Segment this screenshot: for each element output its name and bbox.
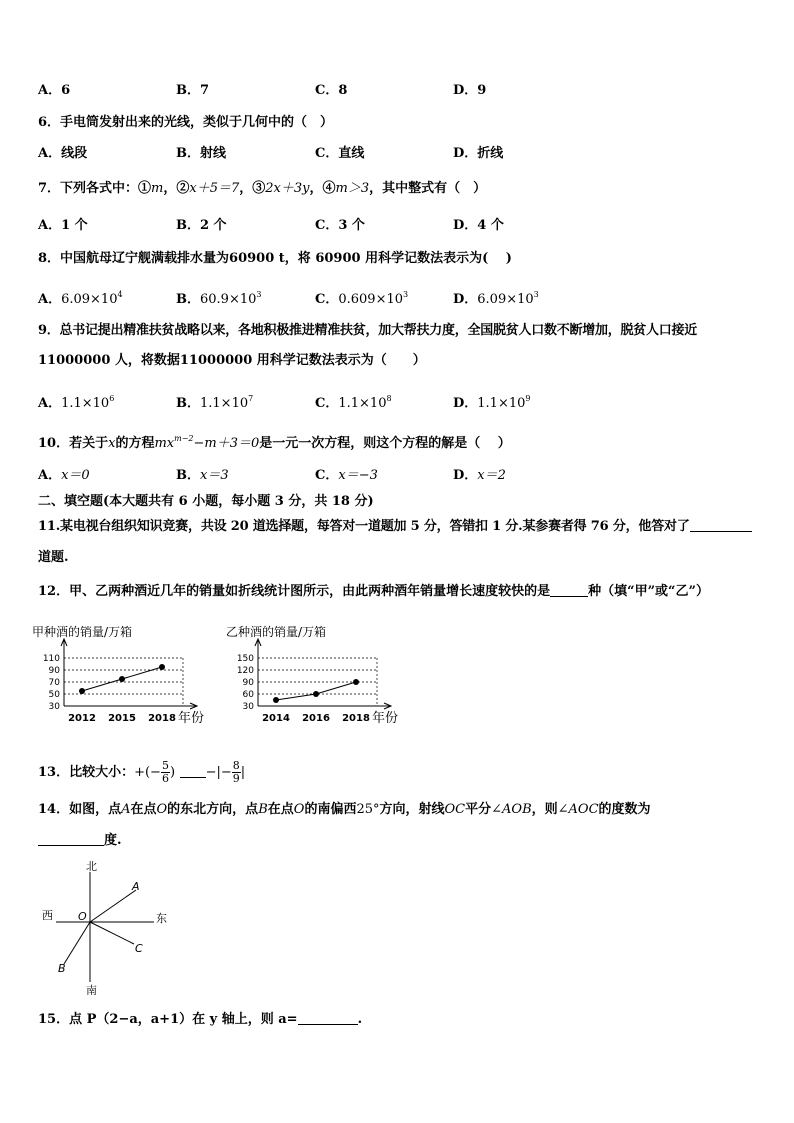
data-point xyxy=(353,679,359,685)
q6-option-d[interactable]: D．折线 xyxy=(453,146,504,161)
q7-expr-2: x＋5＝7 xyxy=(189,181,240,196)
q7-option-c[interactable]: C．3 个 xyxy=(315,218,365,233)
y-tick-label: 90 xyxy=(48,666,60,676)
y-tick-label: 120 xyxy=(236,666,254,676)
data-point xyxy=(119,676,125,682)
chart-yi xyxy=(222,620,412,730)
y-tick-label: 110 xyxy=(42,654,60,664)
q9-line-2: 11000000 人，将数据11000000 用科学记数法表示为（ ） xyxy=(38,353,426,368)
q13-fraction-1: $\frac{5}{6}$ xyxy=(161,759,169,785)
label-west: 西 xyxy=(42,909,53,922)
data-point xyxy=(159,664,165,670)
q7-suffix: ，其中整式有（ ） xyxy=(369,181,487,196)
q6-option-b[interactable]: B．射线 xyxy=(176,146,226,161)
label-north: 北 xyxy=(86,860,97,873)
q7-expr-4: m＞3 xyxy=(335,181,370,196)
q5-option-a[interactable]: A．6 xyxy=(38,83,71,98)
q13-answer-blank[interactable] xyxy=(180,764,206,778)
q9-option-c[interactable]: C．$1.1\times 10^8$ xyxy=(315,394,392,411)
q14-line-2: 度. xyxy=(38,832,122,850)
label-east: 东 xyxy=(156,912,167,925)
chart-yi-svg xyxy=(222,620,412,730)
q7-expr-3: 2x＋3y xyxy=(265,181,310,196)
y-tick-label: 60 xyxy=(242,690,254,700)
q8-option-d[interactable]: D．$6.09\times 10^3$ xyxy=(453,290,539,307)
y-tick-label: 150 xyxy=(236,654,254,664)
x-tick-label: 2018 xyxy=(148,713,176,724)
q7-sep-2: ，③ xyxy=(239,181,266,196)
q7-sep-3: ，④ xyxy=(309,181,336,196)
q10-option-c[interactable]: C．x＝−3 xyxy=(315,468,378,483)
data-point xyxy=(313,691,319,697)
q15-stem: 15．点 P（2−a，a+1）在 y 轴上，则 a= . xyxy=(38,1012,363,1027)
ray-ob xyxy=(64,922,90,964)
chart-jia xyxy=(28,620,218,730)
q15-answer-blank[interactable] xyxy=(298,1011,358,1025)
q10-option-a[interactable]: A．x＝0 xyxy=(38,468,90,483)
q14-answer-blank[interactable] xyxy=(38,832,104,846)
q13-fraction-2: $\frac{8}{9}$ xyxy=(232,759,240,785)
y-tick-label: 30 xyxy=(48,702,60,712)
y-tick-label: 50 xyxy=(48,690,60,700)
q9-option-b[interactable]: B．$1.1\times 10^7$ xyxy=(176,394,254,411)
q8-option-b[interactable]: B．$60.9\times 10^3$ xyxy=(176,290,262,307)
q10-stem: 10．若关于x的方程$mx^{m-2}-m+3=0$是一元一次方程，则这个方程的解是（ ） xyxy=(38,434,511,451)
x-tick-label: 2014 xyxy=(262,713,290,724)
chart-jia-svg xyxy=(28,620,218,730)
label-point-c: C xyxy=(135,942,143,955)
q8-stem: 8．中国航母辽宁舰满载排水量为60900 t，将 60900 用科学记数法表示为( ) xyxy=(38,251,512,266)
x-axis-label: 年份 xyxy=(178,711,205,726)
q7-sep-1: ，② xyxy=(163,181,190,196)
y-tick-label: 30 xyxy=(242,702,254,712)
section-heading: 二、填空题(本大题共有 6 小题，每小题 3 分，共 18 分) xyxy=(38,494,374,509)
q6-option-a[interactable]: A．线段 xyxy=(38,146,88,161)
q12-answer-blank[interactable] xyxy=(550,583,588,597)
data-point xyxy=(273,697,279,703)
compass-diagram xyxy=(36,860,176,995)
q7-option-a[interactable]: A．1 个 xyxy=(38,218,88,233)
q9-option-a[interactable]: A．$1.1\times 10^6$ xyxy=(38,394,115,411)
q7-prefix: 7．下列各式中：① xyxy=(38,181,152,196)
x-tick-label: 2016 xyxy=(302,713,330,724)
x-tick-label: 2018 xyxy=(342,713,370,724)
q13-stem: 13．比较大小：+(− $\frac{5}{6}$ ) −|− $\frac{8}{9}$ | xyxy=(38,759,246,785)
q9-option-d[interactable]: D．$1.1\times 10^9$ xyxy=(453,394,531,411)
x-tick-label: 2015 xyxy=(108,713,136,724)
data-point xyxy=(79,688,85,694)
ray-oc xyxy=(90,922,134,944)
q7-stem xyxy=(38,180,486,198)
q5-option-b[interactable]: B．7 xyxy=(176,83,210,98)
label-south: 南 xyxy=(86,984,97,995)
label-point-a: A xyxy=(132,880,140,893)
q6-stem: 6．手电筒发射出来的光线，类似于几何中的（ ） xyxy=(38,115,334,130)
ray-oa xyxy=(90,890,136,922)
x-axis-label: 年份 xyxy=(372,711,399,726)
y-tick-label: 90 xyxy=(242,678,254,688)
q10-option-b[interactable]: B．x＝3 xyxy=(176,468,229,483)
q5-option-d[interactable]: D．9 xyxy=(453,83,487,98)
chart-title: 甲种酒的销量/万箱 xyxy=(32,625,133,639)
q5-option-c[interactable]: C．8 xyxy=(315,83,348,98)
q11-answer-blank[interactable] xyxy=(690,518,752,532)
q8-option-a[interactable]: A．$6.09\times 10^4$ xyxy=(38,290,123,307)
label-point-b: B xyxy=(58,962,66,975)
q6-option-c[interactable]: C．直线 xyxy=(315,146,365,161)
q11-line-2: 道题. xyxy=(38,550,69,565)
q7-expr-1: m xyxy=(151,181,164,196)
label-point-o: O xyxy=(78,910,87,923)
y-tick-label: 70 xyxy=(48,678,60,688)
q7-option-b[interactable]: B．2 个 xyxy=(176,218,227,233)
q8-option-c[interactable]: C．$0.609\times 10^3$ xyxy=(315,290,409,307)
q10-option-d[interactable]: D．x＝2 xyxy=(453,468,506,483)
q12-stem: 12．甲、乙两种酒近几年的销量如折线统计图所示，由此两种酒年销量增长速度较快的是 种（填“甲”或“乙”） xyxy=(38,584,710,599)
q14-line-1: 14．如图，点A在点O的东北方向，点B在点O的南偏西25°方向，射线OC平分∠AOB，则∠AOC的度数为 xyxy=(38,802,651,817)
chart-title: 乙种酒的销量/万箱 xyxy=(226,625,327,639)
q11-line-1: 11.某电视台组织知识竞赛，共设 20 道选择题，每答对一道题加 5 分，答错扣 1 分.某参赛者得 76 分，他答对了 xyxy=(38,518,752,536)
q7-option-d[interactable]: D．4 个 xyxy=(453,218,504,233)
x-tick-label: 2012 xyxy=(68,713,96,724)
q9-line-1: 9．总书记提出精准扶贫战略以来，各地积极推进精准扶贫，加大帮扶力度，全国脱贫人口数不断增加，脱贫人口接近 xyxy=(38,323,698,338)
